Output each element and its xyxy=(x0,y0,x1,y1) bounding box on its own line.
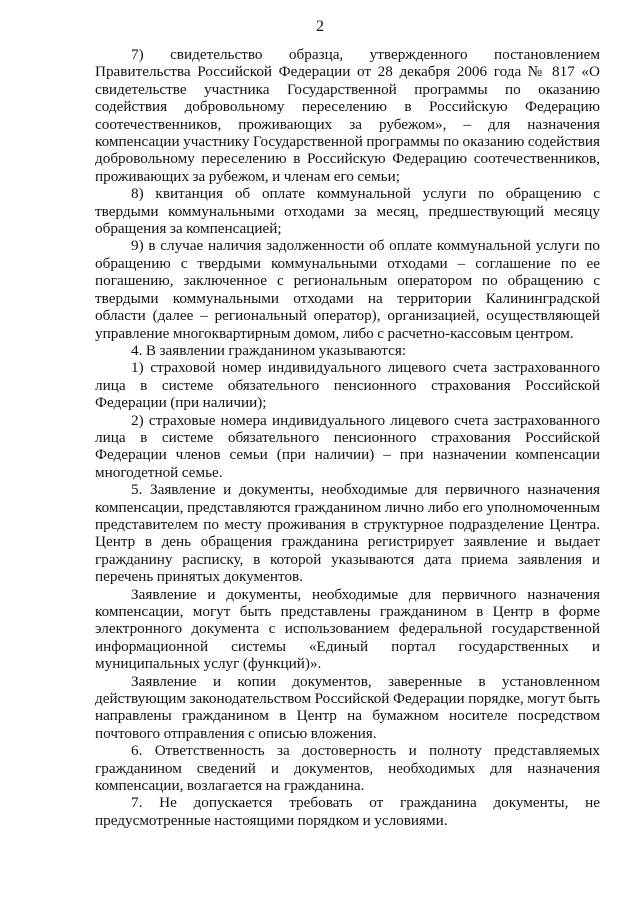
document-body xyxy=(95,46,600,829)
paragraph-electronic-submission: Заявление и документы, необходимые для первичного назначения компенсации, могут быть представлены гражданином в Центр в форме электронного документа с использованием федеральной государственной информационной системы «Единый портал государственных и муниципальных услуг (функций)». xyxy=(95,585,600,673)
paragraph-section-5: 5. Заявление и документы, необходимые для первичного назначения компенсации, представляются гражданином лично либо его уполномоченным представителем по месту проживания в структурное подразделение Центра. Центр в день обращения гражданина регистрирует заявление и выдает гражданину расписку, в которой указываются дата приема заявления и перечень принятых документов. xyxy=(95,481,600,586)
paragraph-section-4-item-2: 2) страховые номера индивидуального лицевого счета застрахованного лица в системе обязательного пенсионного страхования Российской Федерации членов семьи (при наличии) – при назначении компенсации многодетной семье. xyxy=(95,411,600,481)
paragraph-section-6: 6. Ответственность за достоверность и полноту представляемых гражданином сведений и документов, необходимых для назначения компенсации, возлагается на гражданина. xyxy=(95,742,600,795)
paragraph-section-4: 4. В заявлении гражданином указываются: xyxy=(131,341,407,359)
paragraph-postal-submission: Заявление и копии документов, заверенные в установленном действующим законодательством Российской Федерации порядке, могут быть направлены гражданином в Центр на бумажном носителе посредством почтового отправления с описью вложения. xyxy=(95,672,600,742)
paragraph-item-8-receipt: 8) квитанция об оплате коммунальной услуги по обращению с твердыми коммунальными отходами за месяц, предшествующий месяцу обращения за компенсацией; xyxy=(95,185,600,238)
page-number: 2 xyxy=(316,18,324,35)
paragraph-section-7: 7. Не допускается требовать от гражданина документы, не предусмотренные настоящими порядком и условиями. xyxy=(95,794,600,829)
paragraph-item-7-certificate: 7) свидетельство образца, утвержденного постановлением Правительства Российской Федерации от 28 декабря 2006 года № 817 «О свидетельстве участника Государственной программы по оказанию содействия добровольному переселению в Российскую Федерацию соотечественников, проживающих за рубежом», – для назначения компенсации участнику Государственной программы по оказанию содействия добровольному переселению в Российскую Федерацию соотечественников, проживающих за рубежом, и членам его семьи; xyxy=(95,46,600,185)
paragraph-section-4-item-1: 1) страховой номер индивидуального лицевого счета застрахованного лица в системе обязательного пенсионного страхования Российской Федерации (при наличии); xyxy=(95,359,600,412)
paragraph-item-9-debt-agreement: 9) в случае наличия задолженности об оплате коммунальной услуги по обращению с твердыми коммунальными отходами – соглашение по ее погашению, заключенное с региональным оператором по обращению с твердыми коммунальными отходами на территории Калининградской области (далее – региональный оператор), организацией, осуществляющей управление многоквартирным домом, либо с расчетно-кассовым центром. xyxy=(95,237,600,342)
